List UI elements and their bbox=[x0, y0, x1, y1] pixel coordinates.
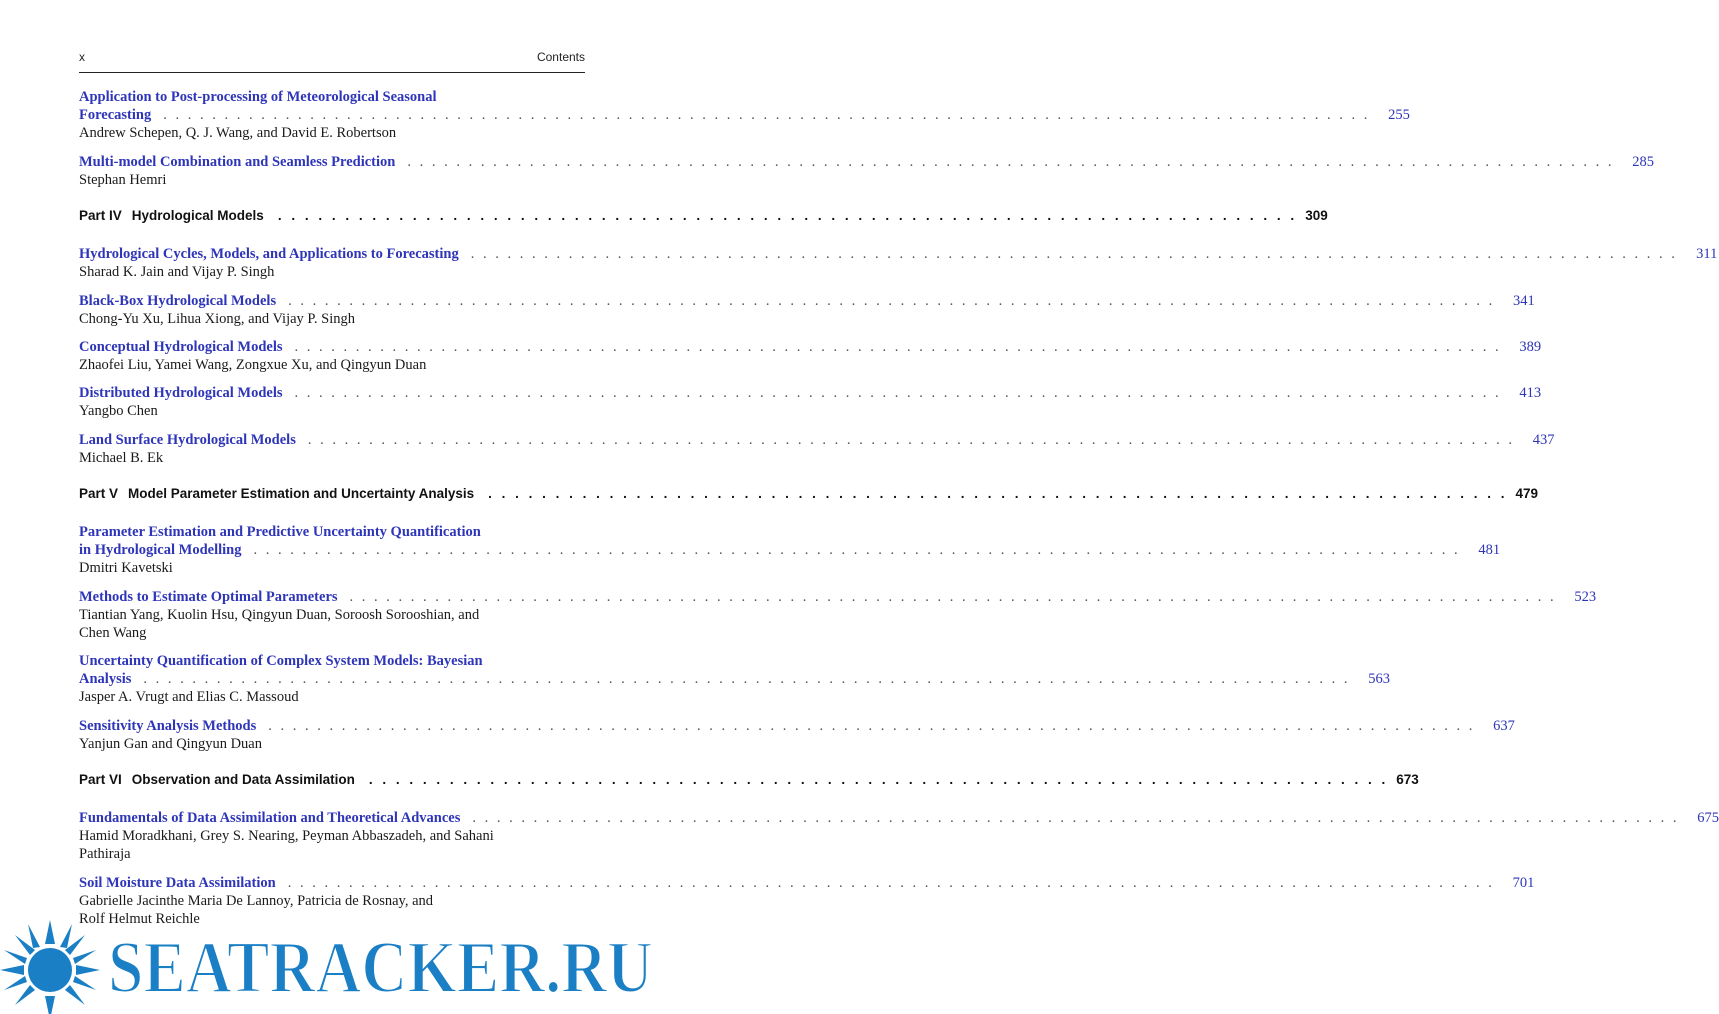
entry-title[interactable]: Land Surface Hydrological Models bbox=[79, 432, 296, 448]
entry-authors: Gabrielle Jacinthe Maria De Lannoy, Patricia de Rosnay, and bbox=[79, 893, 434, 909]
toc-entry[interactable] bbox=[79, 589, 1597, 643]
leader-dots bbox=[276, 875, 1501, 892]
part-heading[interactable] bbox=[79, 486, 1539, 501]
entry-title[interactable]: Black-Box Hydrological Models bbox=[79, 293, 277, 309]
toc-entry[interactable] bbox=[79, 718, 1515, 754]
entry-page[interactable]: 389 bbox=[1519, 339, 1542, 355]
leader-dots bbox=[283, 385, 1508, 402]
part-title[interactable]: Model Parameter Estimation and Uncertainty Analysis bbox=[128, 486, 475, 501]
entry-page[interactable]: 341 bbox=[1512, 293, 1535, 309]
entry-authors: Andrew Schepen, Q. J. Wang, and David E. Robertson bbox=[79, 125, 397, 141]
part-label: Part IV bbox=[79, 208, 122, 223]
part-label: Part V bbox=[79, 486, 119, 501]
toc-entry[interactable] bbox=[79, 246, 1718, 282]
entry-page[interactable]: 285 bbox=[1632, 154, 1654, 170]
entry-page[interactable]: 701 bbox=[1512, 875, 1535, 891]
toc-entry[interactable] bbox=[79, 653, 1391, 707]
leader-dots bbox=[459, 246, 1684, 263]
entry-authors: Tiantian Yang, Kuolin Hsu, Qingyun Duan, Soroosh Sorooshian, and bbox=[79, 607, 480, 623]
entry-page[interactable]: 311 bbox=[1696, 246, 1718, 262]
entry-page[interactable]: 413 bbox=[1519, 385, 1542, 401]
part-heading[interactable] bbox=[79, 772, 1419, 787]
toc-entry[interactable] bbox=[79, 524, 1501, 578]
toc-entry[interactable] bbox=[79, 154, 1654, 190]
entry-title[interactable]: Application to Post-processing of Meteorological Seasonal bbox=[79, 89, 437, 105]
leader-dots bbox=[395, 154, 1620, 171]
entry-page[interactable]: 563 bbox=[1368, 671, 1391, 687]
entry-authors-cont: Chen Wang bbox=[79, 625, 147, 641]
leader-dots bbox=[256, 718, 1481, 735]
running-header bbox=[79, 48, 585, 73]
entry-title[interactable]: Uncertainty Quantification of Complex System Models: Bayesian bbox=[79, 653, 483, 669]
entry-title-cont[interactable]: in Hydrological Modelling bbox=[79, 542, 242, 558]
toc-entry[interactable] bbox=[79, 89, 1410, 143]
entry-title[interactable]: Sensitivity Analysis Methods bbox=[79, 718, 257, 734]
entry-authors: Dmitri Kavetski bbox=[79, 560, 173, 576]
entry-authors-cont: Rolf Helmut Reichle bbox=[79, 911, 200, 927]
entry-title-cont[interactable]: Forecasting bbox=[79, 107, 152, 123]
leader-dots bbox=[276, 293, 1501, 310]
entry-page[interactable]: 675 bbox=[1697, 810, 1719, 826]
entry-page[interactable]: 481 bbox=[1478, 542, 1501, 558]
toc-entry[interactable] bbox=[79, 432, 1555, 468]
part-page[interactable]: 309 bbox=[1305, 208, 1328, 223]
entry-authors: Michael B. Ek bbox=[79, 450, 164, 466]
part-title[interactable]: Hydrological Models bbox=[131, 208, 264, 223]
part-page[interactable]: 673 bbox=[1396, 772, 1419, 787]
toc-entry[interactable] bbox=[79, 293, 1535, 329]
part-label: Part VI bbox=[79, 772, 122, 787]
leader-dots bbox=[241, 542, 1466, 559]
running-title: Contents bbox=[536, 50, 585, 64]
leader-dots bbox=[355, 772, 1396, 787]
entry-page[interactable]: 637 bbox=[1493, 718, 1515, 734]
entry-authors: Zhaofei Liu, Yamei Wang, Zongxue Xu, and Qingyun Duan bbox=[79, 357, 427, 373]
entry-title[interactable]: Conceptual Hydrological Models bbox=[79, 339, 283, 355]
entry-authors: Jasper A. Vrugt and Elias C. Massoud bbox=[79, 689, 299, 705]
entry-title[interactable]: Parameter Estimation and Predictive Uncertainty Quantification bbox=[79, 524, 481, 540]
watermark bbox=[0, 910, 666, 1014]
entry-title[interactable]: Hydrological Cycles, Models, and Applications to Forecasting bbox=[79, 246, 459, 262]
part-title[interactable]: Observation and Data Assimilation bbox=[131, 772, 355, 787]
part-page[interactable]: 479 bbox=[1515, 486, 1539, 501]
entry-page[interactable]: 437 bbox=[1532, 432, 1555, 448]
leader-dots bbox=[474, 486, 1515, 501]
entry-authors: Yangbo Chen bbox=[79, 403, 158, 419]
entry-authors: Yanjun Gan and Qingyun Duan bbox=[79, 736, 262, 752]
entry-page[interactable]: 523 bbox=[1574, 589, 1597, 605]
watermark-text: SEATRACKER.RU bbox=[108, 927, 653, 1009]
leader-dots bbox=[131, 671, 1356, 688]
entry-authors: Chong-Yu Xu, Lihua Xiong, and Vijay P. Singh bbox=[79, 311, 355, 327]
leader-dots bbox=[283, 339, 1508, 356]
entry-title-cont[interactable]: Analysis bbox=[79, 671, 132, 687]
sun-logo-icon bbox=[0, 920, 100, 1014]
leader-dots bbox=[296, 432, 1521, 449]
entry-authors: Hamid Moradkhani, Grey S. Nearing, Peyman Abbaszadeh, and Sahani bbox=[79, 828, 494, 844]
entry-authors: Sharad K. Jain and Vijay P. Singh bbox=[79, 264, 275, 280]
entry-authors-cont: Pathiraja bbox=[79, 846, 131, 862]
entry-title[interactable]: Soil Moisture Data Assimilation bbox=[79, 875, 276, 891]
entry-title[interactable]: Multi-model Combination and Seamless Prediction bbox=[79, 154, 396, 170]
entry-authors: Stephan Hemri bbox=[79, 172, 167, 188]
entry-title[interactable]: Distributed Hydrological Models bbox=[79, 385, 283, 401]
entry-page[interactable]: 255 bbox=[1388, 107, 1410, 123]
leader-dots bbox=[264, 208, 1305, 223]
toc-entry[interactable] bbox=[79, 339, 1542, 375]
leader-dots bbox=[460, 810, 1685, 827]
entry-title[interactable]: Fundamentals of Data Assimilation and Theoretical Advances bbox=[79, 810, 461, 826]
toc-entry[interactable] bbox=[79, 810, 1719, 864]
leader-dots bbox=[338, 589, 1563, 606]
leader-dots bbox=[151, 107, 1376, 124]
page-number-roman: x bbox=[79, 50, 85, 64]
part-heading[interactable] bbox=[79, 208, 1328, 223]
toc-entry[interactable] bbox=[79, 385, 1542, 421]
entry-title[interactable]: Methods to Estimate Optimal Parameters bbox=[79, 589, 338, 605]
